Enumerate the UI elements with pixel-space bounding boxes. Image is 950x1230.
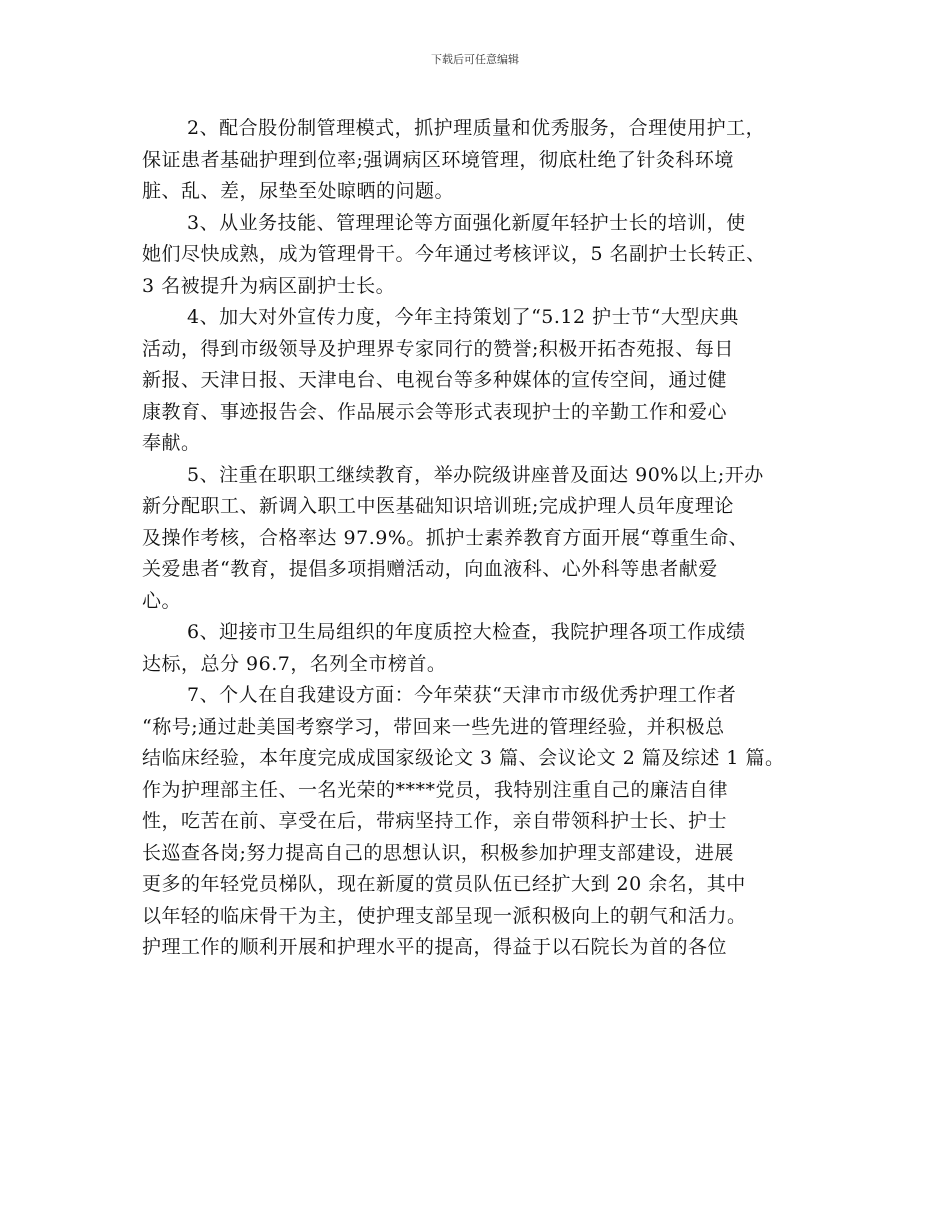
body-text-line: 7、个人在自我建设方面：今年荣获“天津市市级优秀护理工作者 bbox=[187, 684, 737, 706]
body-text-line: 达标，总分 96.7，名列全市榜首。 bbox=[142, 652, 447, 675]
body-text-line: 长巡查各岗;努力提高自己的思想认识，积极参加护理支部建设，进展 bbox=[142, 841, 734, 864]
body-text-line: 活动，得到市级领导及护理界专家同行的赞誉;积极开拓杏苑报、每日 bbox=[142, 337, 734, 360]
body-text-line: 新报、天津日报、天津电台、电视台等多种媒体的宣传空间，通过健 bbox=[142, 369, 728, 391]
body-text-line: 奉献。 bbox=[142, 432, 201, 454]
body-text-line: 保证患者基础护理到位率;强调病区环境管理，彻底杜绝了针灸科环境 bbox=[142, 148, 734, 171]
body-text-line: 康教育、事迹报告会、作品展示会等形式表现护士的辛勤工作和爱心 bbox=[142, 400, 728, 423]
body-text-line: “称号;通过赴美国考察学习，带回来一些先进的管理经验，并积极总 bbox=[142, 715, 725, 738]
body-text-line: 3 名被提升为病区副护士长。 bbox=[142, 274, 396, 297]
body-text-line: 3、从业务技能、管理理论等方面强化新厦年轻护士长的培训，使 bbox=[187, 211, 746, 234]
body-text-line: 护理工作的顺利开展和护理水平的提高，得益于以石院长为首的各位 bbox=[142, 936, 728, 958]
body-text-line: 心。 bbox=[142, 589, 182, 612]
document-body bbox=[142, 113, 822, 964]
body-text-line: 更多的年轻党员梯队，现在新厦的赏员队伍已经扩大到 20 余名，其中 bbox=[142, 873, 746, 895]
body-text-line: 脏、乱、差，尿垫至处晾晒的问题。 bbox=[142, 180, 455, 202]
body-text-line: 2、配合股份制管理模式，抓护理质量和优秀服务，合理使用护工， bbox=[187, 117, 766, 139]
body-text-line: 新分配职工、新调入职工中医基础知识培训班;完成护理人员年度理论 bbox=[142, 495, 734, 517]
body-text-line: 5、注重在职职工继续教育，举办院级讲座普及面达 90%以上;开办 bbox=[187, 463, 764, 486]
body-text-line: 性，吃苦在前、享受在后，带病坚持工作，亲自带领科护士长、护士 bbox=[142, 810, 728, 832]
body-text-line: 及操作考核，合格率达 97.9%。抓护士素养教育方面开展“尊重生命、 bbox=[142, 526, 749, 549]
body-text-line: 她们尽快成熟，成为管理骨干。今年通过考核评议，5 名副护士长转正、 bbox=[142, 243, 766, 265]
body-text-line: 作为护理部主任、一名光荣的****党员，我特别注重自己的廉洁自律 bbox=[142, 778, 729, 801]
body-text-line: 关爱患者“教育，提倡多项捐赠活动，向血液科、心外科等患者献爱 bbox=[142, 558, 718, 580]
body-text-line: 结临床经验，本年度完成成国家级论文 3 篇、会议论文 2 篇及综述 1 篇。 bbox=[142, 747, 785, 769]
body-text-line: 6、迎接市卫生局组织的年度质控大检查，我院护理各项工作成绩 bbox=[187, 621, 746, 643]
body-text-line: 以年轻的临床骨干为主，使护理支部呈现一派积极向上的朝气和活力。 bbox=[142, 904, 747, 927]
page-header: 下载后可任意编辑 bbox=[431, 53, 519, 66]
body-text-line: 4、加大对外宣传力度，今年主持策划了“5.12 护士节“大型庆典 bbox=[187, 306, 739, 328]
